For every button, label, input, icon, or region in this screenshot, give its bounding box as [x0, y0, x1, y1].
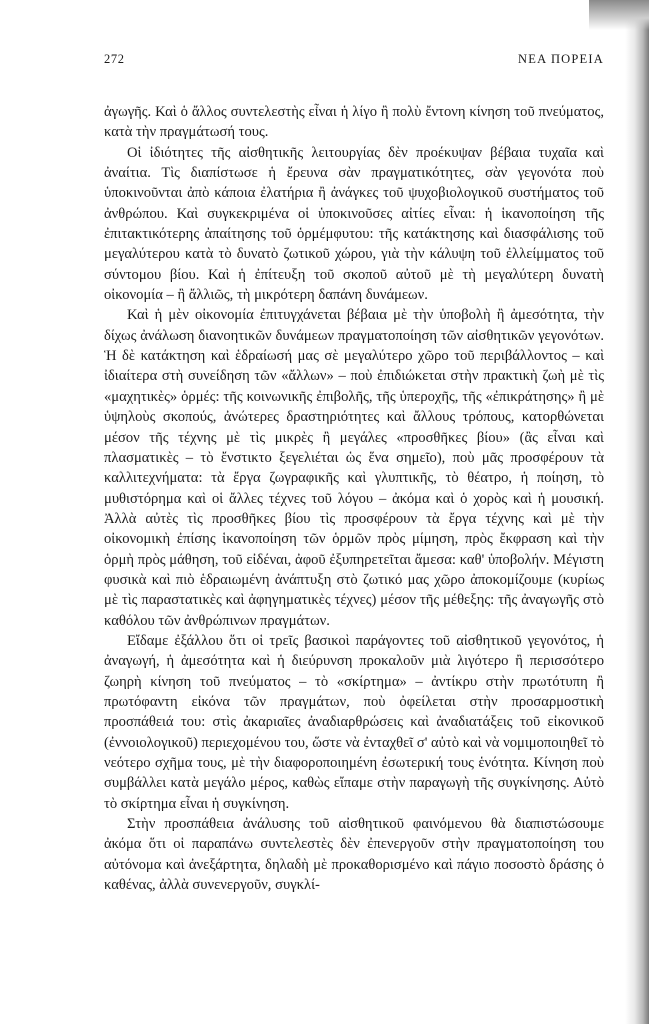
- running-head: ΝΕΑ ΠΟΡΕΙΑ: [518, 52, 604, 66]
- book-page: [104, 52, 604, 895]
- body-text: [104, 102, 604, 895]
- scan-corner-shadow: [589, 0, 649, 30]
- page-number: 272: [104, 52, 125, 66]
- paragraph: Οἱ ἰδιότητες τῆς αἰσθητικῆς λειτουργίας δὲν προέκυψαν βέβαια τυχαῖα καὶ ἀναίτια. Τὶς διαπίστωσε ἡ ἔρευνα σὰν πραγματικότητες, σὰν γεγονότα ποὺ ὑποκινοῦνται ἀπὸ κάποια ἐλατήρια ἢ ἀνάγκες τοῦ ψυχοβιολογικοῦ συστήματος τοῦ ἀνθρώπου. Καὶ συγκεκριμένα οἱ ὑποκινοῦσες αἰτίες εἶναι: ἡ ἱκανοποίηση τῆς ἐπιτακτικότερης ἀπαίτησης τοῦ ὁρμέμφυτου: τῆς κατάκτησης καὶ διασφάλισης τοῦ μεγαλύτερου κατὰ τὸ δυνατὸ ζωτικοῦ χώρου, γιὰ τὴν κάλυψη τοῦ ἐλλείμματος τοῦ σύντομου βίου. Καὶ ἡ ἐπίτευξη τοῦ σκοποῦ αὐτοῦ μὲ τὴ μεγαλύτερη δυνατὴ οἰκονομία – ἢ ἄλλιῶς, τὴ μικρότερη δαπάνη δυνάμεων.: [104, 144, 604, 304]
- paragraph: Στὴν προσπάθεια ἀνάλυσης τοῦ αἰσθητικοῦ φαινόμενου θὰ διαπιστώσουμε ἀκόμα ὅτι οἱ παραπάνω συντελεστὲς δὲν ἐπενεργοῦν στὴν πραγματοποίηση του αὐτόνομα καὶ ἀνεξάρτητα, δηλαδὴ μὲ προκαθορισμένο καὶ πάγιο ποσοστὸ δράσης ὁ καθένας, ἀλλὰ συνενεργοῦν, συγκλί-: [104, 816, 604, 894]
- paragraph: Εἴδαμε ἐξάλλου ὅτι οἱ τρεῖς βασικοὶ παράγοντες τοῦ αἰσθητικοῦ γεγονότος, ἡ ἀναγωγή, ἡ ἀμεσότητα καὶ ἡ διεύρυνση προκαλοῦν μιὰ λιγότερο ἢ περισσότερο ζωηρὴ κίνηση τοῦ πνεύματος – τὸ «σκίρτημα» – ἀντίκρυ στὴν πρωτότυπη ἢ πρωτόφαντη εἰκόνα τῶν πραγμάτων, ποὺ ὀφείλεται στὴν προσαρμοστικὴ προσπάθειά του: στὶς ἀκαριαῖες ἀναδιαρθρώσεις καὶ ἀναδιατάξεις τοῦ εἰκονικοῦ (ἐννοιολογικοῦ) περιεχομένου του, ὥστε νὰ ἐνταχθεῖ σ' αὐτὸ καὶ νὰ νομιμοποιηθεῖ τὸ νεότερο σχῆμα τους, μὲ τὴν διαφοροποιημένη ἐσωτερική τους ἑνότητα. Κίνηση ποὺ συμβάλλει κατὰ μεγάλο μέρος, καθὼς εἴπαμε στὴν παραγωγὴ τῆς συγκίνησης. Αὐτὸ τὸ σκίρτημα εἶναι ἡ συγκίνηση.: [104, 632, 604, 812]
- paragraph-continuation: ἀγωγῆς. Καὶ ὁ ἄλλος συντελεστὴς εἶναι ἡ λίγο ἢ πολὺ ἔντονη κίνηση τοῦ πνεύματος, κατὰ τὴν πραγμάτωσή τους.: [104, 104, 604, 141]
- scan-page-edge: [625, 0, 649, 1024]
- page-header: [104, 52, 604, 76]
- paragraph: Καὶ ἡ μὲν οἰκονομία ἐπιτυγχάνεται βέβαια μὲ τὴν ὑποβολὴ ἢ ἀμεσότητα, τὴν δίχως ἀνάλωση διανοητικῶν δυνάμεων πραγματοποίηση τῶν αἰσθητικῶν γεγονότων. Ἡ δὲ κατάκτηση καὶ ἑδραίωσή μας σὲ μεγαλύτερο χῶρο τοῦ περιβάλλοντος – καὶ ἰδιαίτερα στὴ συνείδηση τῶν «ἄλλων» – ποὺ ἐπιδιώκεται στὴν πρακτικὴ ζωὴ μὲ τὶς «μαχητικὲς» ὁρμές: τῆς κοινωνικῆς ἐπιβολῆς, τῆς ὑπεροχῆς, τῆς «ἐπικράτησης» ἢ μὲ ὑψηλοὺς σκοπούς, ἀνώτερες δραστηριότητες καὶ ἄλλους τρόπους, κατορθώνεται μέσον τῆς τέχνης μὲ τὶς μικρὲς ἢ μεγάλες «προσθῆκες βίου» (ἂς εἶναι καὶ πλασματικὲς – τὸ ἔνστικτο ξεγελιέται ὡς ἕνα σημεῖο), ποὺ μᾶς προσφέρουν τὰ καλλιτεχνήματα: τὰ ἔργα ζωγραφικῆς καὶ γλυπτικῆς, τὸ θέατρο, ἡ ποίηση, τὸ μυθιστόρημα καὶ οἱ ἄλλες τέχνες τοῦ λόγου – ἀκόμα καὶ ὁ χορὸς καὶ ἡ μουσική. Ἀλλὰ αὐτὲς τὶς προσθῆκες βίου τὶς προσφέρουν τὰ ἔργα τέχνης καὶ μὲ τὴν οἰκονομικὴ ἐπίσης ἱκανοποίηση τῶν ὁρμῶν πρὸς μίμηση, πρὸς ἔκφραση καὶ τὴν ὁρμὴ πρὸς μάθηση, τοῦ εἰδέναι, ἀφοῦ ἐξυπηρετεῖται ἄμεσα: καθ' ὑποβολήν. Μέγιστη φυσικὰ καὶ πιὸ ἑδραιωμένη ἀνάπτυξη στὸ ζωτικό μας χῶρο ἀποκομίζουμε (κυρίως μὲ τὶς παραστατικὲς καὶ ἀφηγηματικὲς τέχνες) μέσον τῆς μέθεξης: τῆς ἀναγωγῆς στὸ καθόλου τῶν ἀνθρώπινων πραγμάτων.: [104, 307, 604, 629]
